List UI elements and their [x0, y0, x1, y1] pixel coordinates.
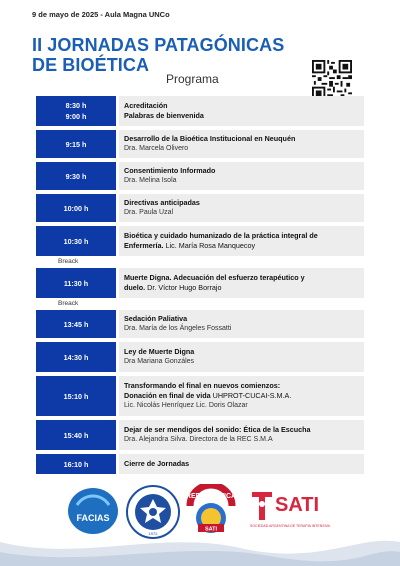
time-cell — [36, 162, 116, 190]
session-speaker: Palabras de bienvenida — [124, 111, 204, 120]
session-title: Sedación Paliativa — [124, 314, 188, 323]
sati-logo — [250, 490, 340, 532]
time-label: 10:30 h — [63, 236, 89, 246]
schedule-table — [36, 96, 364, 478]
session-speaker: Dra Mariana Gonzáles — [124, 358, 195, 365]
session-speaker: Lic. Nicolás Henríquez Lic. Doris Olazar — [124, 402, 248, 409]
session-title: Directivas anticipadas — [124, 198, 200, 207]
session-title-line2: duelo. Dr. Víctor Hugo Borrajo — [124, 283, 222, 292]
session-cell — [119, 162, 364, 190]
sati-label: SATI — [275, 494, 320, 516]
time-label: 10:00 h — [63, 203, 89, 213]
session-title: Dejar de ser mendigos del sonido: Ética de la Escucha — [124, 425, 311, 434]
schedule-row — [36, 454, 364, 474]
session-cell — [119, 194, 364, 222]
sati-emblem-icon — [250, 490, 274, 522]
session-cell — [119, 342, 364, 372]
page-title: II JORNADAS PATAGÓNICAS DE BIOÉTICA — [32, 35, 285, 75]
session-cell — [119, 268, 364, 298]
session-title: Ley de Muerte Digna — [124, 347, 195, 356]
session-cell — [119, 376, 364, 416]
red-bioetica-label: RED BIOÉTICA — [185, 493, 237, 500]
schedule-row — [36, 130, 364, 158]
sponsor-logos — [0, 482, 400, 566]
time-cell — [36, 376, 116, 416]
session-title-line2: Donación en final de vida UHPROT-CUCAI-S.M.A. — [124, 391, 292, 400]
session-cell — [119, 130, 364, 158]
time-cell — [36, 96, 116, 126]
date-location: 9 de mayo de 2025 - Aula Magna UNCo — [32, 10, 170, 19]
session-speaker: Dr. Víctor Hugo Borrajo — [145, 283, 222, 292]
schedule-row — [36, 342, 364, 372]
session-title: Transformando el final en nuevos comienzos: — [124, 381, 281, 390]
time-label: 14:30 h — [63, 352, 89, 362]
time-cell — [36, 130, 116, 158]
schedule-row — [36, 310, 364, 338]
schedule-row — [36, 226, 364, 256]
time-label: 8:30 h — [65, 101, 87, 110]
session-title: Acreditación — [124, 101, 168, 110]
red-bioetica-logo-icon — [184, 484, 238, 538]
time-cell — [36, 420, 116, 450]
session-title-line2: Enfermería. Lic. María Rosa Manquecoy — [124, 241, 256, 250]
break-label: Breack — [58, 258, 79, 265]
time-cell — [36, 310, 116, 338]
session-cell — [119, 420, 364, 450]
session-speaker: Dra. Marcela Olivero — [124, 145, 189, 152]
facias-label: FACIAS — [76, 513, 110, 523]
time-label: 9:15 h — [65, 139, 87, 149]
time-cell — [36, 226, 116, 256]
schedule-row — [36, 194, 364, 222]
time-cell — [36, 194, 116, 222]
sati-subtitle: SOCIEDAD ARGENTINA DE TERAPIA INTENSIVA — [250, 524, 331, 528]
session-cell — [119, 310, 364, 338]
schedule-row — [36, 268, 364, 298]
session-title: Muerte Digna. Adecuación del esfuerzo terapéutico y — [124, 273, 305, 282]
schedule-row — [36, 162, 364, 190]
session-cell — [119, 96, 364, 126]
red-sati-label: SATI — [204, 526, 218, 533]
time-label: 16:10 h — [63, 459, 89, 469]
time-label: 11:30 h — [63, 278, 89, 288]
time-label: 13:45 h — [63, 319, 89, 329]
session-speaker: Dra. Alejandra Silva. Directora de la REC S.M.A — [124, 436, 273, 443]
facias-logo-icon — [67, 487, 119, 535]
session-speaker: Dra. Paula Uzal — [124, 209, 174, 216]
time-label: 9:30 h — [65, 171, 87, 181]
time-label: 9:00 h — [65, 112, 87, 121]
program-heading: Programa — [166, 72, 219, 86]
time-label: 15:40 h — [63, 430, 89, 440]
session-title: Desarrollo de la Bioética Institucional en Neuquén — [124, 134, 296, 143]
unco-year: 1972 — [148, 531, 158, 536]
time-label: 15:10 h — [63, 391, 89, 401]
session-title: Cierre de Jornadas — [124, 459, 190, 468]
schedule-row — [36, 376, 364, 416]
session-speaker: Dra. Melina Isola — [124, 177, 177, 184]
session-speaker: Dra. María de los Ángeles Fossatti — [124, 325, 232, 332]
session-title: Bioética y cuidado humanizado de la práctica integral de — [124, 231, 318, 240]
time-cell — [36, 454, 116, 474]
session-title: Consentimiento Informado — [124, 166, 216, 175]
session-cell — [119, 226, 364, 256]
session-speaker: Lic. María Rosa Manquecoy — [163, 241, 256, 250]
schedule-row — [36, 96, 364, 126]
session-cell — [119, 454, 364, 474]
qr-code-icon[interactable] — [312, 60, 352, 100]
time-cell — [36, 268, 116, 298]
unco-seal-icon — [126, 485, 180, 539]
schedule-row — [36, 420, 364, 450]
time-cell — [36, 342, 116, 372]
session-speaker: UHPROT-CUCAI-S.M.A. — [210, 391, 292, 400]
break-label: Breack — [58, 300, 79, 307]
